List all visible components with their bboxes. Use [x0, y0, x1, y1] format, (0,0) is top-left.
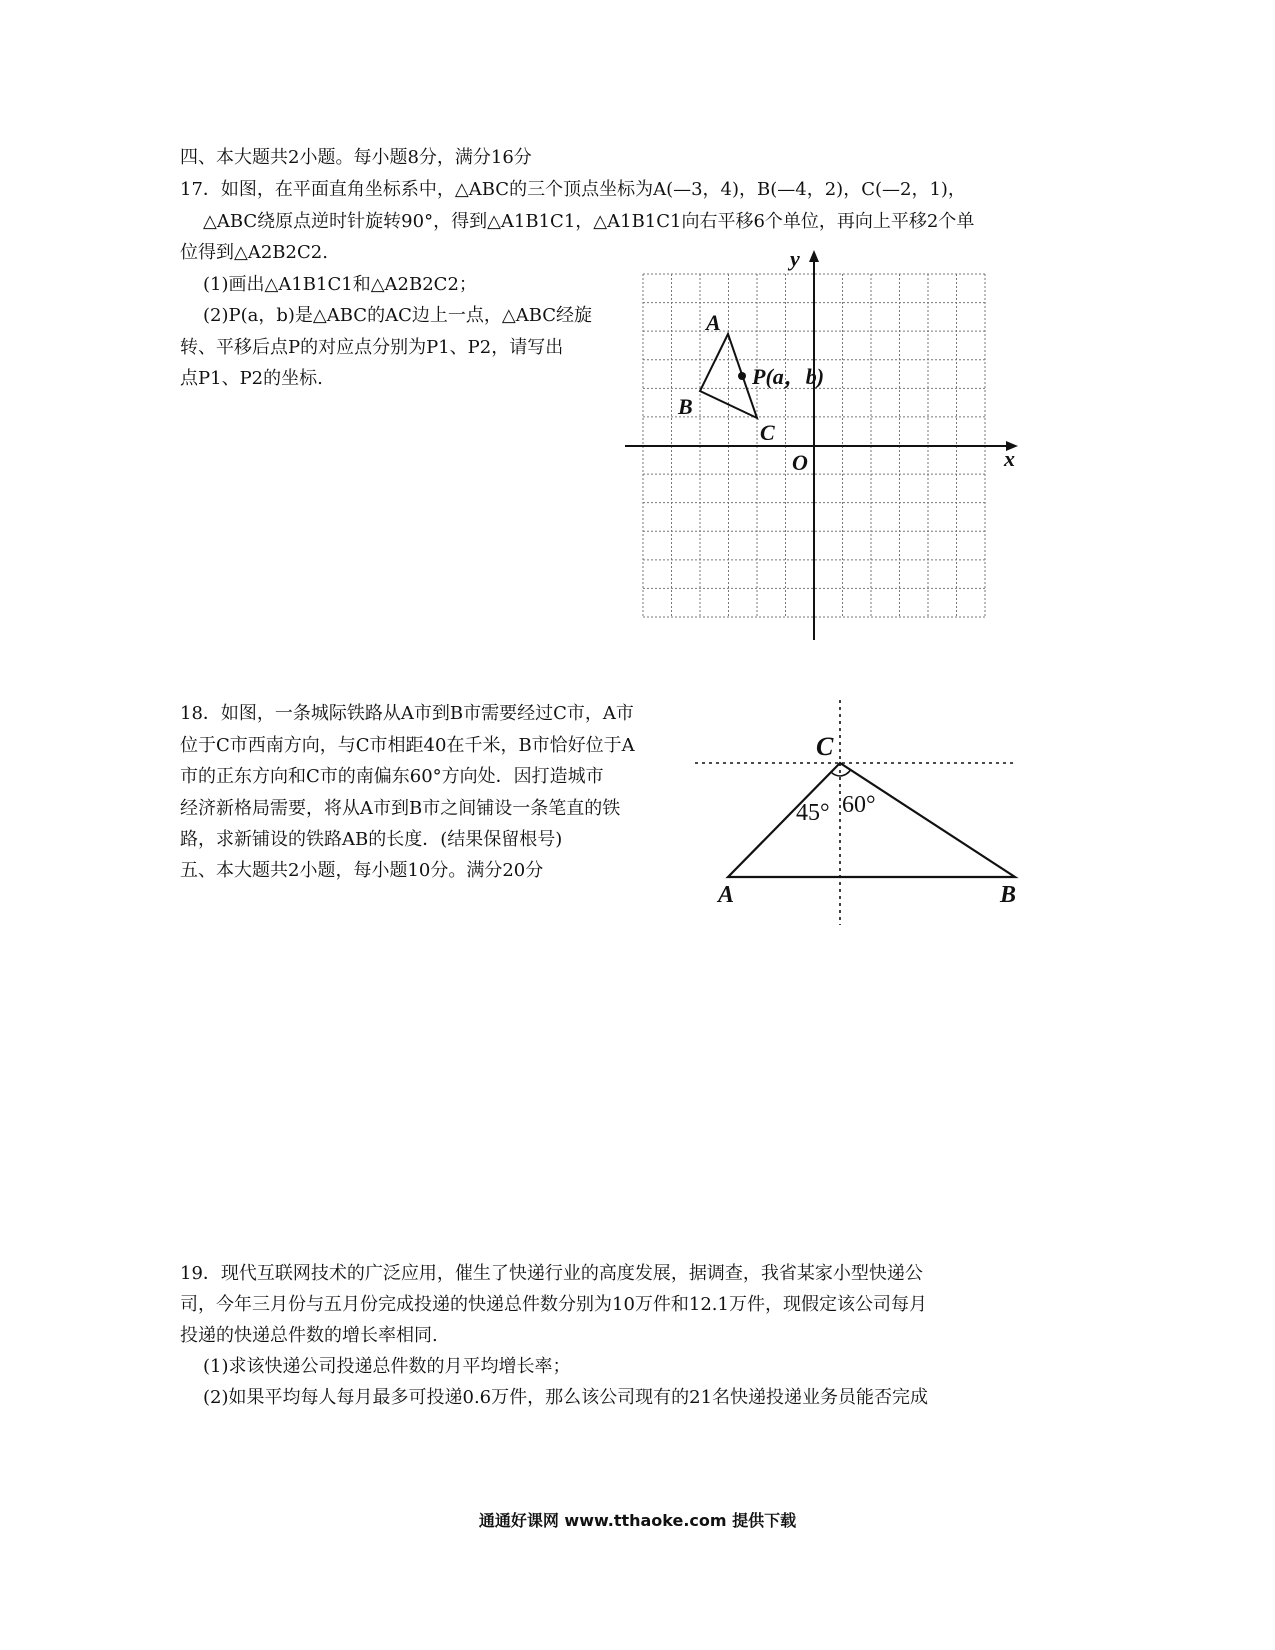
- q18-line3: 市的正东方向和C市的南偏东60°方向处．因打造城市: [180, 766, 604, 787]
- q17-line1: 17．如图，在平面直角坐标系中，△ABC的三个顶点坐标为A(—3，4)，B(—4，2)，C(—2，1)，: [180, 179, 966, 200]
- q17-part2-line2: 转、平移后点P的对应点分别为P1、P2，请写出: [180, 337, 564, 358]
- origin-label: O: [792, 450, 808, 475]
- q17-line3: 位得到△A2B2C2.: [180, 242, 328, 263]
- section4-heading: 四、本大题共2小题。每小题8分，满分16分: [180, 147, 532, 168]
- point-c-label-18: C: [816, 732, 834, 761]
- y-axis-label: y: [790, 246, 800, 271]
- q19-part1: (1)求该快递公司投递总件数的月平均增长率；: [203, 1356, 571, 1377]
- q17-part2-line1: (2)P(a，b)是△ABC的AC边上一点，△ABC经旋: [203, 305, 593, 326]
- footer-source: 通通好课网 www.tthaoke.com 提供下载: [478, 1511, 797, 1530]
- q19-line2: 司，今年三月份与五月份完成投递的快递总件数分别为10万件和12.1万件，现假定该公司每月: [180, 1294, 927, 1315]
- q19-line3: 投递的快递总件数的增长率相同.: [180, 1325, 438, 1346]
- q17-part1: (1)画出△A1B1C1和△A2B2C2；: [203, 274, 477, 295]
- point-b-label-18: B: [1000, 882, 1017, 908]
- angle-45-label: 45°: [796, 800, 830, 826]
- point-p-label: P(a，b): [752, 364, 825, 389]
- q18-line4: 经济新格局需要，将从A市到B市之间铺设一条笔直的铁: [180, 798, 621, 819]
- point-a-label: A: [706, 310, 721, 335]
- point-b-label: B: [678, 394, 693, 419]
- x-axis-label: x: [1004, 446, 1015, 471]
- point-a-label-18: A: [718, 882, 735, 908]
- q18-line5: 路，求新铺设的铁路AB的长度．(结果保留根号): [180, 829, 563, 850]
- section5-heading: 五、本大题共2小题，每小题10分。满分20分: [180, 860, 544, 881]
- q18-line2: 位于C市西南方向，与C市相距40在千米，B市恰好位于A: [180, 735, 635, 756]
- q17-part2-line3: 点P1、P2的坐标.: [180, 368, 323, 389]
- q19-part2: (2)如果平均每人每月最多可投递0.6万件，那么该公司现有的21名快递投递业务员能否完成: [203, 1387, 929, 1408]
- angle-60-label: 60°: [842, 792, 876, 818]
- point-c-label: C: [760, 420, 775, 445]
- q18-line1: 18．如图，一条城际铁路从A市到B市需要经过C市，A市: [180, 703, 634, 724]
- q19-line1: 19．现代互联网技术的广泛应用，催生了快递行业的高度发展，据调查，我省某家小型快递公: [180, 1263, 923, 1284]
- q17-line2: △ABC绕原点逆时针旋转90°，得到△A1B1C1，△A1B1C1向右平移6个单位，再向上平移2个单: [203, 211, 975, 232]
- triangle-acb: [728, 763, 1015, 877]
